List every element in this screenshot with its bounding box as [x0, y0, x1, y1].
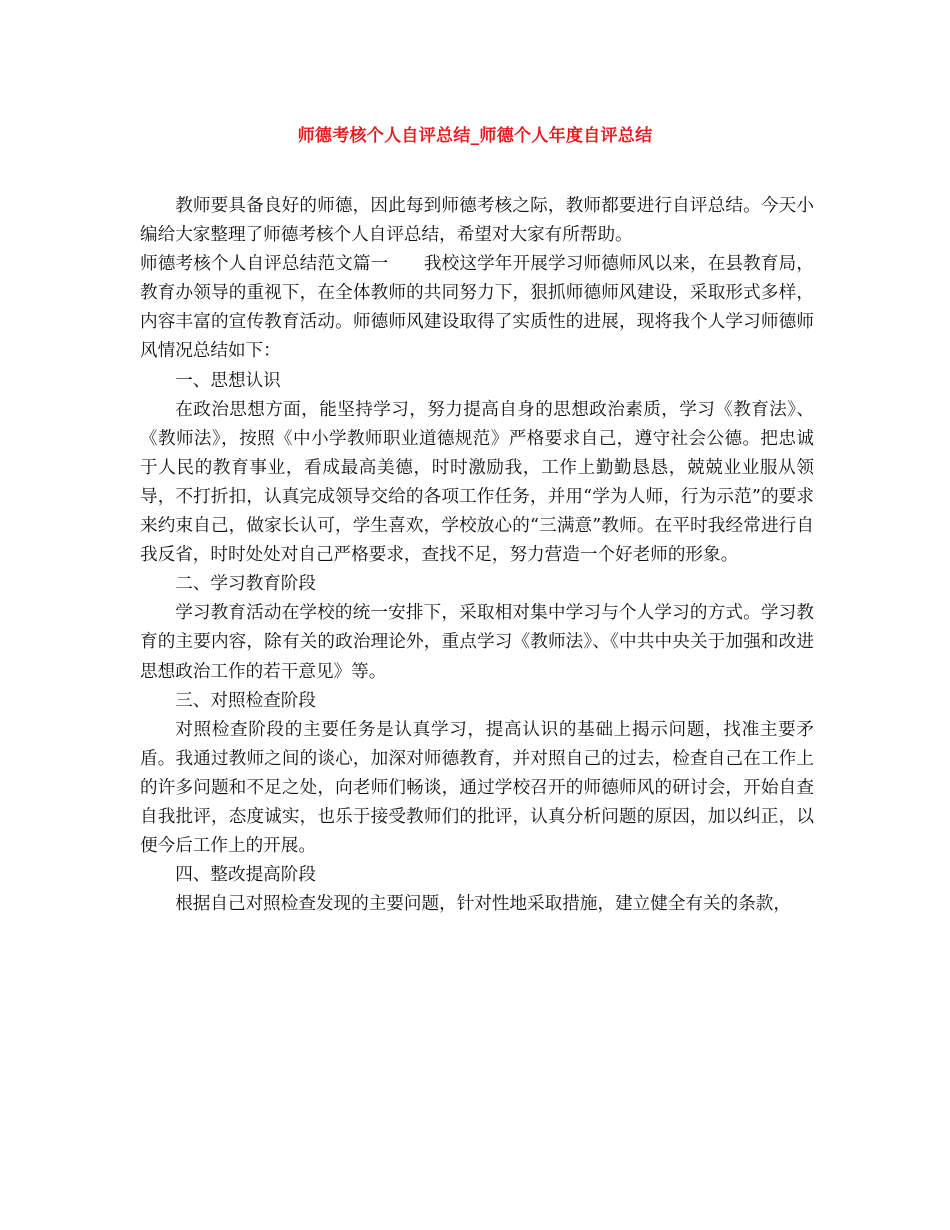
- study-paragraph: 学习教育活动在学校的统一安排下，采取相对集中学习与个人学习的方式。学习教育的主要内容，除有关的政治理论外，重点学习《教师法》、《中共中央关于加强和改进思想政治工作的若干意见》等。: [140, 603, 814, 682]
- section-heading-review: 三、对照检查阶段: [175, 690, 316, 711]
- thought-paragraph: 在政治思想方面，能坚持学习，努力提高自身的思想政治素质，学习《教育法》、《教师法》，按照《中小学教师职业道德规范》严格要求自己，遵守社会公德。把忠诚于人民的教育事业，看成最高美德，时时激励我，工作上勤勤恳恳，兢兢业业服从领导，不打折扣，认真完成领导交给的各项工作任务，并用“学为人师，行为示范”的要求来约束自己，做家长认可，学生喜欢，学校放心的“三满意”教师。在平时我经常进行自我反省，时时处处对自己严格要求，查找不足，努力营造一个好老师的形象。: [140, 399, 814, 566]
- improve-paragraph: 根据自己对照检查发现的主要问题，针对性地采取措施，建立健全有关的条款，: [175, 894, 791, 915]
- intro-paragraph: 教师要具备良好的师德，因此每到师德考核之际，教师都要进行自评总结。今天小编给大家整理了师德考核个人自评总结，希望对大家有所帮助。: [140, 196, 814, 246]
- document-title: 师德考核个人自评总结_师德个人年度自评总结: [297, 126, 653, 146]
- sample-one-paragraph: 师德考核个人自评总结范文篇一 我校这学年开展学习师德师风以来，在县教育局，教育办领导的重视下，在全体教师的共同努力下，狠抓师德师风建设，采取形式多样，内容丰富的宣传教育活动。师德师风建设取得了实质性的进展，现将我个人学习师德师风情况总结如下：: [140, 254, 814, 362]
- review-paragraph: 对照检查阶段的主要任务是认真学习，提高认识的基础上揭示问题，找准主要矛盾。我通过教师之间的谈心，加深对师德教育，并对照自己的过去，检查自己在工作上的许多问题和不足之处，向老师们畅谈，通过学校召开的师德师风的研讨会，开始自查自我批评，态度诚实，也乐于接受教师们的批评，认真分析问题的原因，加以纠正，以便今后工作上的开展。: [140, 719, 814, 857]
- section-heading-improve: 四、整改提高阶段: [175, 865, 316, 886]
- document-body: [140, 192, 814, 919]
- section-heading-study: 二、学习教育阶段: [175, 574, 316, 595]
- section-heading-thought: 一、思想认识: [175, 370, 281, 391]
